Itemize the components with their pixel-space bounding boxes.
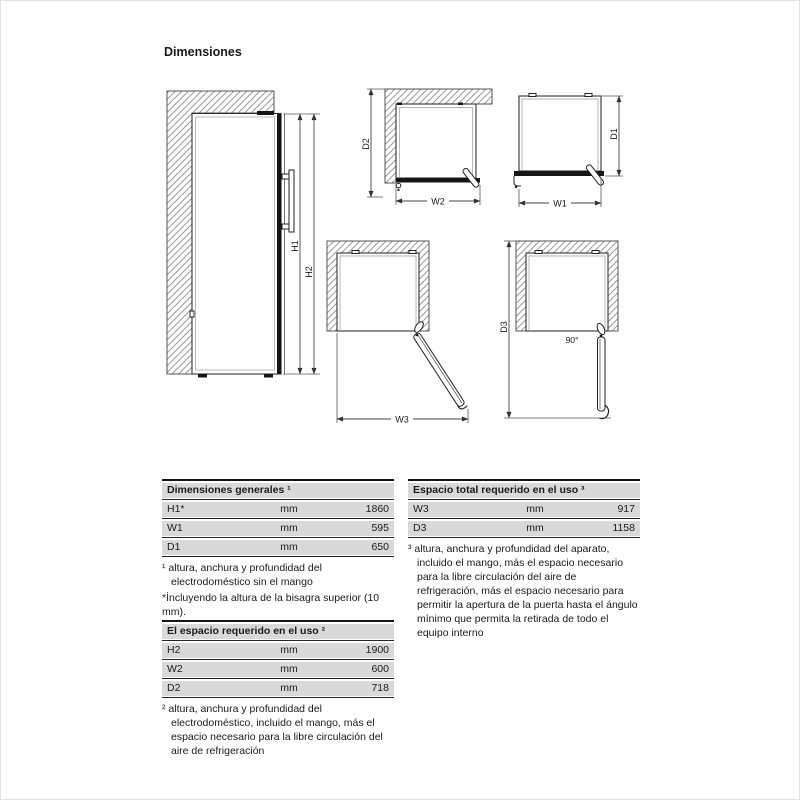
row-divider xyxy=(162,678,394,679)
hinge-dot xyxy=(416,334,419,337)
row-divider xyxy=(162,659,394,660)
cabinet-outline xyxy=(526,253,608,331)
hinge-pin xyxy=(396,183,401,188)
table-header xyxy=(408,483,640,498)
dim-value: 1158 xyxy=(612,522,635,534)
label-w2: W2 xyxy=(431,196,445,207)
table-title: Dimensiones generales ¹ xyxy=(167,484,291,496)
table-row xyxy=(162,662,394,677)
foot-left xyxy=(198,374,207,378)
table-title: El espacio requerido en el uso ² xyxy=(167,625,326,637)
table-bottom-border xyxy=(162,697,394,698)
general-dimensions-table xyxy=(162,479,394,557)
table-bottom-border xyxy=(408,537,640,538)
table-bottom-border xyxy=(162,556,394,557)
label-h1: H1 xyxy=(290,240,300,252)
label-w1: W1 xyxy=(553,198,567,209)
row-divider xyxy=(162,499,394,500)
hinge-mark-right xyxy=(585,94,592,97)
hinge-mark-right xyxy=(592,251,599,254)
table-row xyxy=(162,502,394,517)
hinge-dot xyxy=(600,335,603,338)
general-dimensions-block xyxy=(162,479,394,619)
hinge-mark-right xyxy=(409,251,416,254)
dim-key: W1 xyxy=(167,522,183,534)
door-handle xyxy=(289,170,294,232)
cabinet-outline xyxy=(396,104,476,178)
label-d1: D1 xyxy=(609,128,619,140)
hinge-mark-left xyxy=(535,251,542,254)
dim-value: 600 xyxy=(371,663,389,675)
footnote: ² altura, anchura y profundidad del electrodoméstico, incluido el mango, más el espacio necesario para la libre circulación del aire de refrigeración xyxy=(162,703,383,757)
dim-value: 650 xyxy=(371,541,389,553)
footnote: ³ altura, anchura y profundidad del aparato, incluido el mango, más el espacio necesario para la libre circulación del aire de refrigeración, más el espacio necesario para permitir la apertura de la puerta hasta el ángulo mínimo que permita la retirada de todo el equipo interno xyxy=(408,543,638,639)
hinge-mark-right xyxy=(458,103,463,106)
row-divider xyxy=(162,518,394,519)
total-space-block xyxy=(408,479,640,640)
label-w3: W3 xyxy=(395,414,409,425)
side-latch xyxy=(190,311,194,317)
open-door xyxy=(413,332,468,411)
footnote: *İncluyendo la altura de la bisagra superior (10 mm). xyxy=(162,592,380,618)
hinge-dot xyxy=(515,186,517,188)
dim-value: 1860 xyxy=(365,503,389,515)
side-view-diagram xyxy=(161,86,326,386)
foot-right xyxy=(264,374,273,378)
dim-value: 1900 xyxy=(365,644,389,656)
appliance-door xyxy=(277,114,282,375)
dim-unit: mm xyxy=(280,663,298,675)
dim-unit: mm xyxy=(280,682,298,694)
cabinet-outline xyxy=(337,253,419,331)
table-row xyxy=(162,540,394,555)
row-divider xyxy=(162,640,394,641)
top-view-clearance-diagram xyxy=(359,86,499,214)
table-header xyxy=(162,483,394,498)
table-header xyxy=(162,624,394,639)
dim-key: D1 xyxy=(167,541,181,553)
table-row xyxy=(408,502,640,517)
dim-key: W2 xyxy=(167,663,183,675)
door-open-90-diagram xyxy=(489,233,664,433)
dim-key: W3 xyxy=(413,503,429,515)
label-d2: D2 xyxy=(361,138,371,150)
label-d3: D3 xyxy=(499,321,509,333)
dim-unit: mm xyxy=(280,644,298,656)
top-view-general-diagram xyxy=(499,86,634,214)
required-space-table xyxy=(162,620,394,698)
label-angle: 90° xyxy=(565,335,579,345)
table-row xyxy=(162,681,394,696)
dim-value: 718 xyxy=(371,682,389,694)
dim-value: 595 xyxy=(371,522,389,534)
dim-value: 917 xyxy=(617,503,635,515)
top-hinge xyxy=(257,111,274,115)
hinge-dot xyxy=(397,189,399,191)
dim-key: D2 xyxy=(167,682,181,694)
dim-unit: mm xyxy=(280,503,298,515)
appliance-body xyxy=(192,114,281,375)
dim-unit: mm xyxy=(526,522,544,534)
table-row xyxy=(162,521,394,536)
row-divider xyxy=(162,537,394,538)
footnote: ¹ altura, anchura y profundidad del electrodoméstico sin el mango xyxy=(162,562,322,588)
hinge-mark-left xyxy=(352,251,359,254)
required-space-block xyxy=(162,620,394,758)
label-h2: H2 xyxy=(304,266,314,278)
cabinet-outline xyxy=(519,96,601,171)
dim-unit: mm xyxy=(280,522,298,534)
hinge-mark-left xyxy=(397,103,402,106)
total-space-table xyxy=(408,479,640,538)
dim-unit: mm xyxy=(526,503,544,515)
row-divider xyxy=(408,518,640,519)
hinge-hook xyxy=(514,176,521,186)
dim-key: H1* xyxy=(167,503,185,515)
row-divider xyxy=(408,499,640,500)
table-row xyxy=(408,521,640,536)
door-slab xyxy=(396,178,480,183)
dim-unit: mm xyxy=(280,541,298,553)
page-title: Dimensiones xyxy=(164,45,242,59)
dim-key: H2 xyxy=(167,644,181,656)
dim-key: D3 xyxy=(413,522,427,534)
table-row xyxy=(162,643,394,658)
table-title: Espacio total requerido en el uso ³ xyxy=(413,484,585,496)
hinge-mark-left xyxy=(529,94,536,97)
door-open-total-diagram xyxy=(316,233,481,433)
open-door xyxy=(598,337,609,419)
